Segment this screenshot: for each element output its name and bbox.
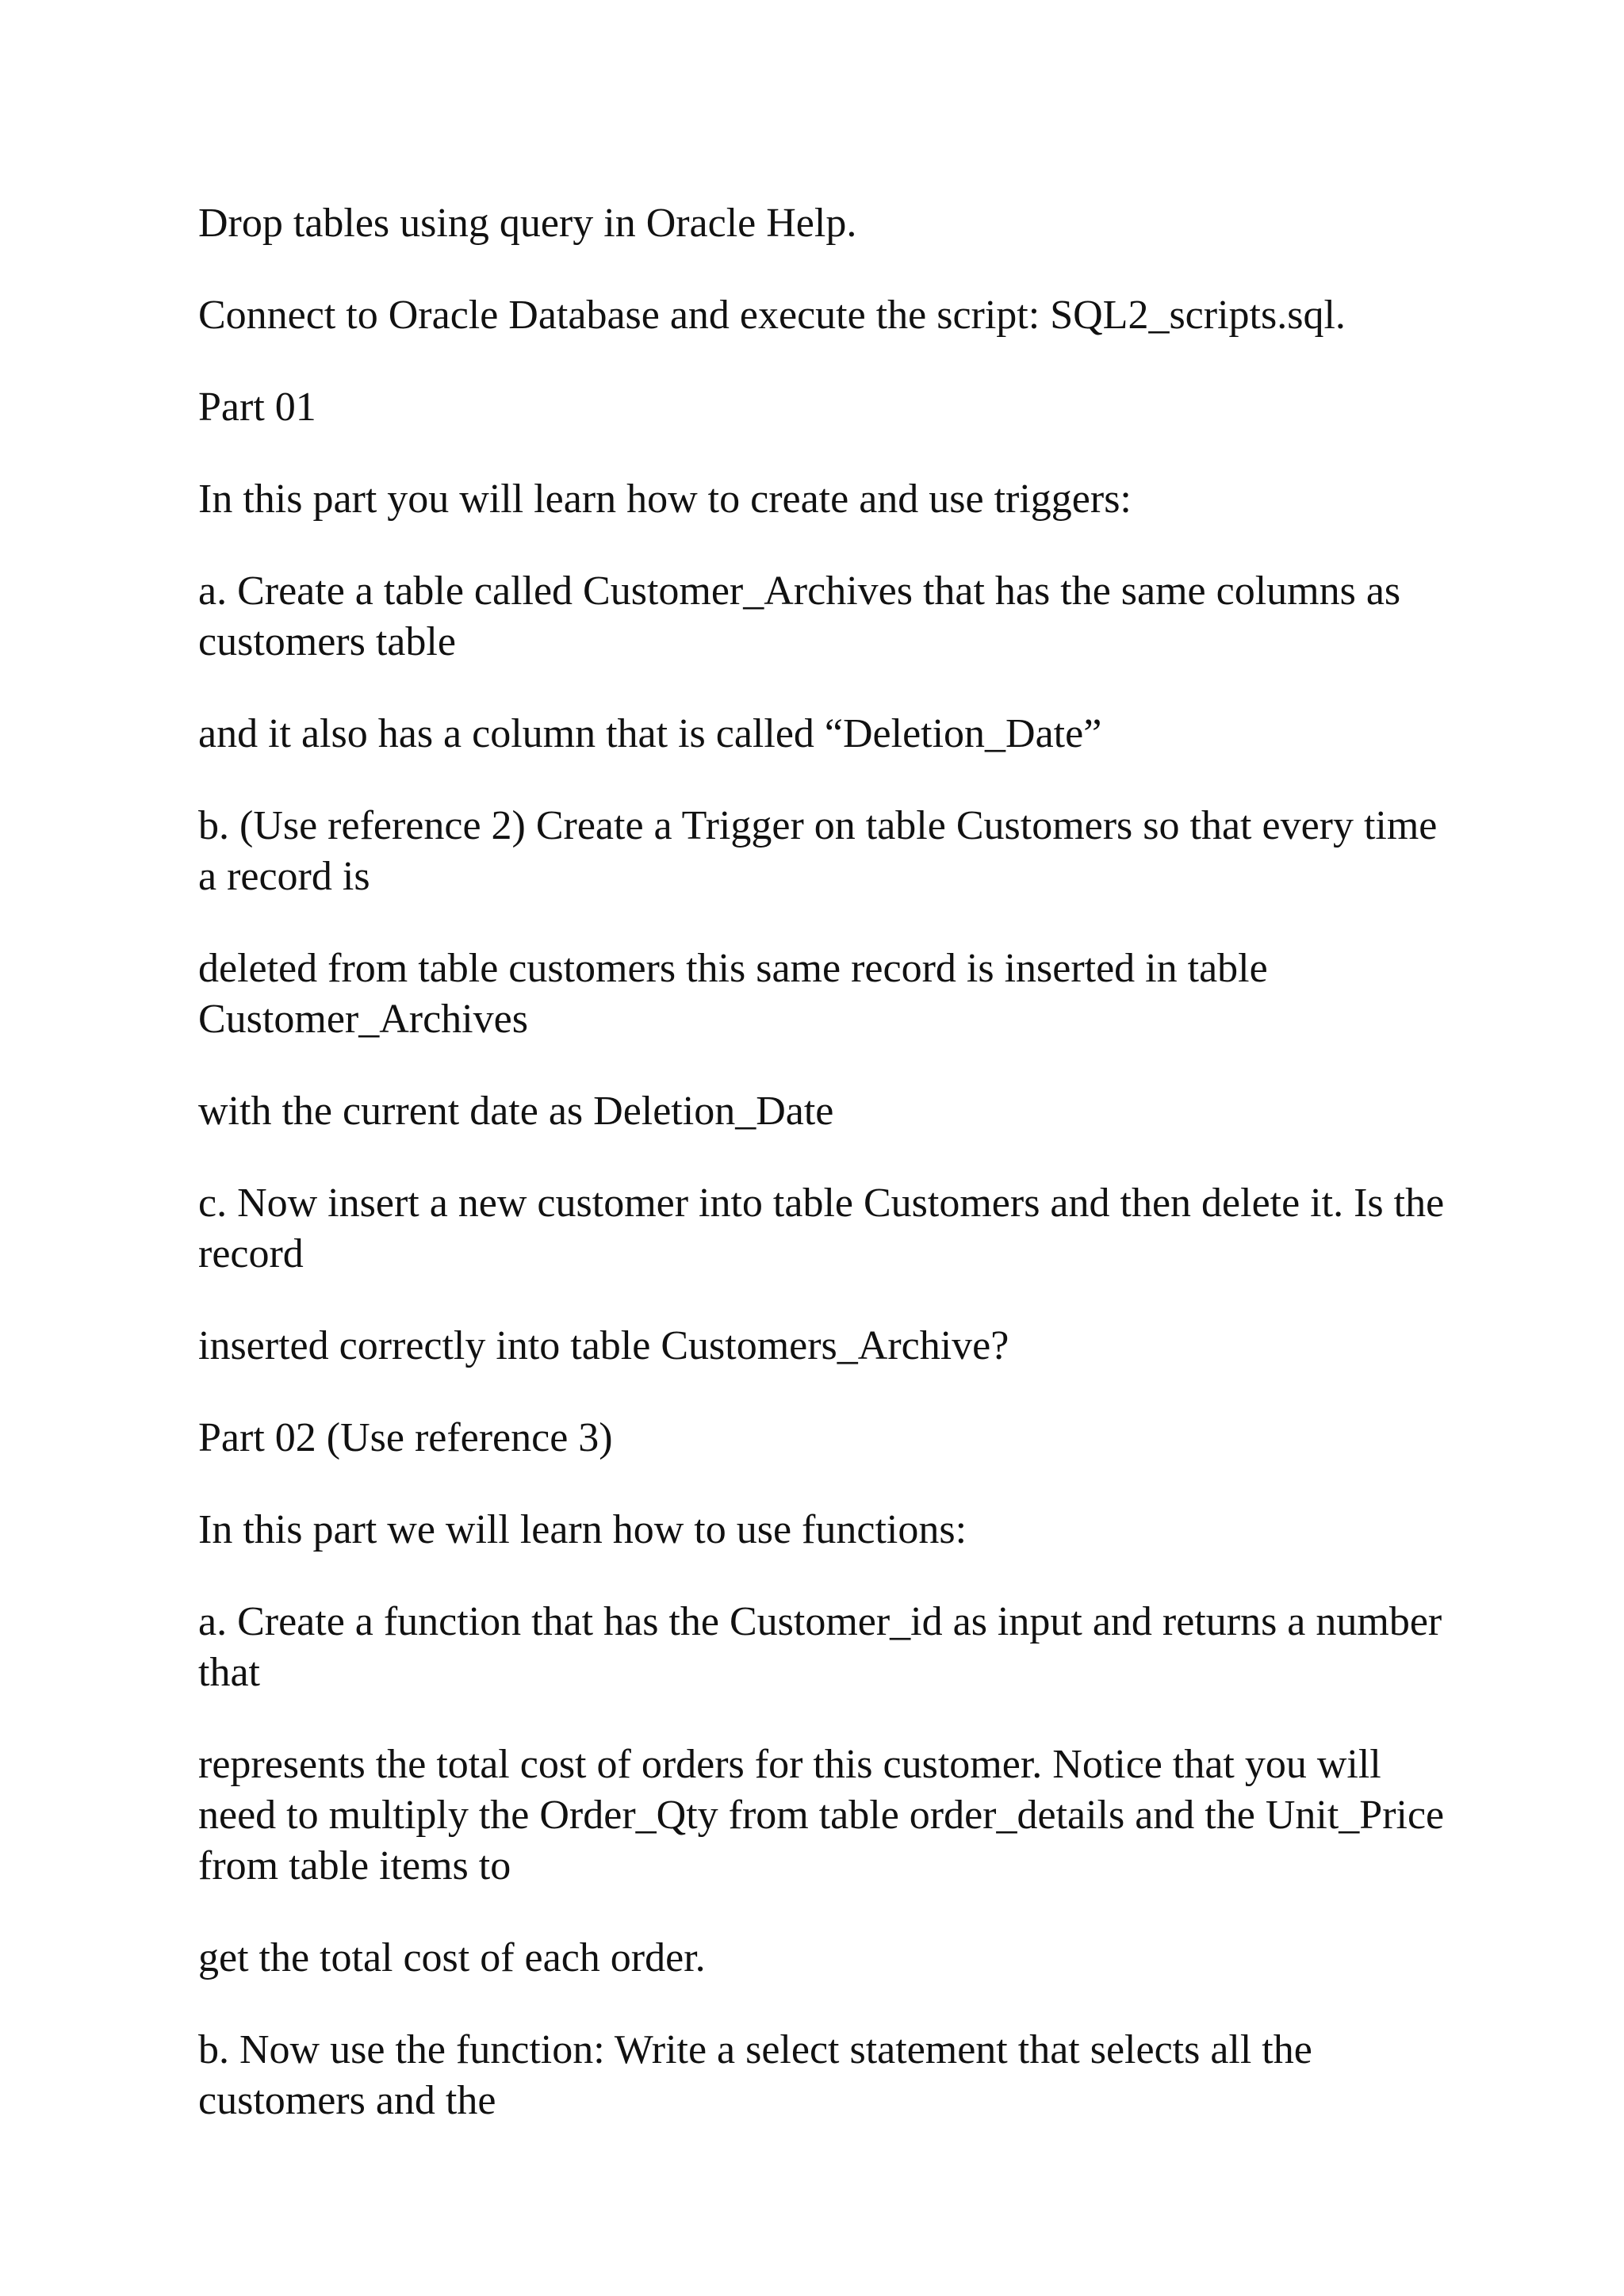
paragraph-connect-database: Connect to Oracle Database and execute the script: SQL2_scripts.sql. [198,293,1346,338]
paragraph-part-02-intro: In this part we will learn how to use functions: [198,1507,967,1552]
paragraph-part-01-c: c. Now insert a new customer into table Customers and then delete it. Is the record [198,1181,1445,1276]
paragraph-part-01-b-date: with the current date as Deletion_Date [198,1089,834,1134]
paragraph-drop-tables: Drop tables using query in Oracle Help. [198,201,857,246]
paragraph-part-01-intro: In this part you will learn how to create and use triggers: [198,476,1132,522]
paragraph-part-01-c-continued: inserted correctly into table Customers_Archive? [198,1323,1009,1368]
paragraph-part-01-b-continued: deleted from table customers this same record is inserted in table Customer_Archives [198,946,1268,1042]
paragraph-part-02-a-total-cost: get the total cost of each order. [198,1935,706,1980]
section-heading-part-01: Part 01 [198,385,316,430]
document-body [198,198,1451,2168]
paragraph-part-01-b: b. (Use reference 2) Create a Trigger on table Customers so that every time a record is [198,803,1438,899]
paragraph-part-02-a-continued: represents the total cost of orders for this customer. Notice that you will need to multiply the Order_Qty from table order_details and the Unit_Price from table items to [198,1742,1445,1888]
section-heading-part-02: Part 02 (Use reference 3) [198,1415,613,1460]
paragraph-part-01-a-continued: and it also has a column that is called “Deletion_Date” [198,711,1102,756]
paragraph-part-02-b: b. Now use the function: Write a select statement that selects all the customers and the [198,2027,1312,2123]
paragraph-part-02-a: a. Create a function that has the Customer_id as input and returns a number that [198,1599,1442,1695]
paragraph-part-01-a: a. Create a table called Customer_Archives that has the same columns as customers table [198,568,1401,664]
